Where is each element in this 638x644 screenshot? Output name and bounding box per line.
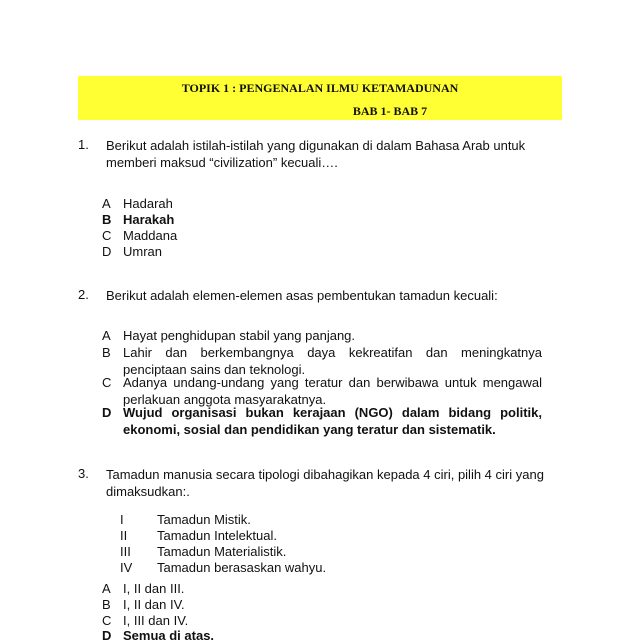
question-text: Berikut adalah istilah-istilah yang digunakan di dalam Bahasa Arab untuk memberi maksud “civilization” kecuali….	[106, 138, 526, 170]
roman-numeral: IV	[120, 560, 133, 575]
option-letter: D	[102, 244, 112, 259]
option-text: Wujud organisasi bukan kerajaan (NGO) dalam bidang politik, ekonomi, sosial dan pendidikan yang teratur dan sistematik.	[123, 405, 542, 437]
option-letter: A	[102, 196, 111, 211]
option-text: Harakah	[123, 212, 175, 227]
roman-text: Tamadun Intelektual.	[157, 528, 277, 543]
option-letter: B	[102, 597, 111, 612]
option-letter: C	[102, 613, 112, 628]
option-letter: A	[102, 328, 111, 343]
question-text: Tamadun manusia secara tipologi dibahagikan kepada 4 ciri, pilih 4 ciri yang dimaksudkan:.	[106, 467, 544, 499]
roman-numeral: I	[120, 512, 124, 527]
option-letter: D	[102, 405, 112, 420]
option-letter: C	[102, 375, 112, 390]
question-number: 1.	[78, 137, 89, 152]
option-letter: C	[102, 228, 112, 243]
roman-text: Tamadun Mistik.	[157, 512, 251, 527]
header-title: TOPIK 1 : PENGENALAN ILMU KETAMADUNAN	[181, 81, 459, 95]
option-text: Maddana	[123, 228, 178, 243]
roman-numeral: II	[120, 528, 128, 543]
roman-text: Tamadun Materialistik.	[157, 544, 287, 559]
option-letter: A	[102, 581, 111, 596]
question-number: 2.	[78, 287, 89, 302]
roman-text: Tamadun berasaskan wahyu.	[157, 560, 327, 575]
question-text: Berikut adalah elemen-elemen asas pembentukan tamadun kecuali:	[106, 288, 498, 303]
option-letter: B	[102, 345, 111, 360]
option-text: Semua di atas.	[123, 628, 215, 643]
option-text: I, II dan IV.	[123, 597, 185, 612]
option-text: I, III dan IV.	[123, 613, 189, 628]
roman-numeral: III	[120, 544, 131, 559]
option-text: Lahir dan berkembangnya daya kekreatifan dan meningkatnya penciptaan sains dan teknologi.	[123, 345, 542, 377]
option-text: Hadarah	[123, 196, 173, 211]
option-text: I, II dan III.	[123, 581, 185, 596]
option-text: Adanya undang-undang yang teratur dan berwibawa untuk mengawal perlakuan anggota masyarakatnya.	[123, 375, 542, 407]
option-text: Hayat penghidupan stabil yang panjang.	[123, 328, 356, 343]
topic-header	[78, 76, 562, 120]
option-letter: D	[102, 628, 112, 643]
option-letter: B	[102, 212, 112, 227]
header-subtitle: BAB 1- BAB 7	[352, 104, 428, 118]
option-text: Umran	[123, 244, 163, 259]
question-number: 3.	[78, 466, 89, 481]
